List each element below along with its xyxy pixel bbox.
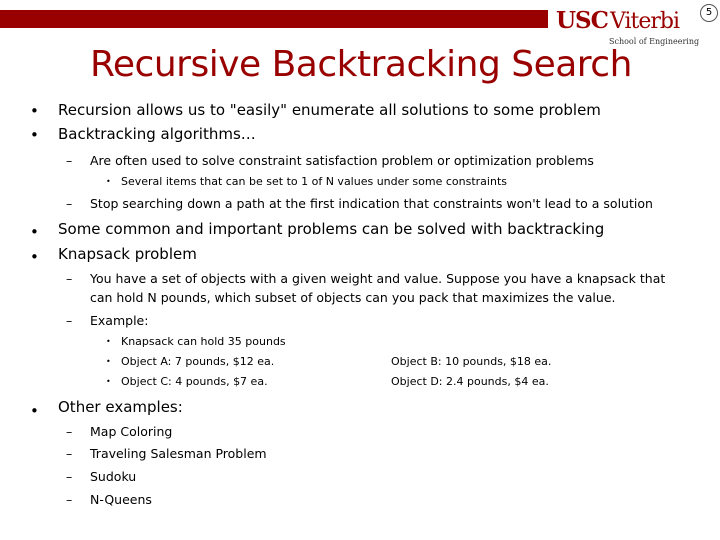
slide-title: Recursive Backtracking Search xyxy=(90,44,632,85)
bullet-common-problems: Some common and important problems can be solved with backtracking xyxy=(58,220,605,238)
other-example-item: Sudoku xyxy=(90,469,137,484)
subbullet-example: Example: xyxy=(90,313,149,328)
subbullet-marker: – xyxy=(66,492,73,507)
bullet-marker: • xyxy=(30,248,39,266)
subsubbullet-several-items: Several items that can be set to 1 of N values under some constraints xyxy=(121,175,507,188)
example-capacity: Knapsack can hold 35 pounds xyxy=(121,335,286,348)
subbullet-knapsack-desc-2: can hold N pounds, which subset of objects can you pack that maximizes the value. xyxy=(90,290,616,305)
other-example-item: N-Queens xyxy=(90,492,152,507)
subsubbullet-marker: • xyxy=(106,357,111,366)
header-bar xyxy=(0,10,548,28)
bullet-marker: • xyxy=(30,126,39,144)
bullet-other-examples: Other examples: xyxy=(58,398,183,416)
example-object-d: Object D: 2.4 pounds, $4 ea. xyxy=(391,375,549,388)
bullet-knapsack: Knapsack problem xyxy=(58,245,197,263)
subbullet-marker: – xyxy=(66,153,73,168)
subsubbullet-marker: • xyxy=(106,337,111,346)
other-example-item: Traveling Salesman Problem xyxy=(90,446,267,461)
subsubbullet-marker: • xyxy=(106,177,111,186)
bullet-recursion: Recursion allows us to "easily" enumerate all solutions to some problem xyxy=(58,101,601,119)
bullet-marker: • xyxy=(30,223,39,241)
logo-viterbi: Viterbi xyxy=(610,9,680,34)
subbullet-stop-searching: Stop searching down a path at the first indication that constraints won't lead to a solution xyxy=(90,196,653,211)
bullet-marker: • xyxy=(30,402,39,420)
example-object-b: Object B: 10 pounds, $18 ea. xyxy=(391,355,552,368)
logo-usc: USC xyxy=(556,7,608,34)
other-example-item: Map Coloring xyxy=(90,424,173,439)
usc-viterbi-logo xyxy=(556,7,700,48)
subbullet-marker: – xyxy=(66,424,73,439)
subbullet-marker: – xyxy=(66,446,73,461)
subbullet-marker: – xyxy=(66,196,73,211)
bullet-backtracking: Backtracking algorithms… xyxy=(58,125,256,143)
logo-subtitle: School of Engineering xyxy=(609,37,700,46)
bullet-marker: • xyxy=(30,102,39,120)
subbullet-marker: – xyxy=(66,313,73,328)
subbullet-marker: – xyxy=(66,271,73,286)
page-number: 5 xyxy=(700,4,718,22)
subbullet-constraint-satisfaction: Are often used to solve constraint satisfaction problem or optimization problems xyxy=(90,153,594,168)
subbullet-marker: – xyxy=(66,469,73,484)
subsubbullet-marker: • xyxy=(106,377,111,386)
example-object-a: Object A: 7 pounds, $12 ea. xyxy=(121,355,275,368)
subbullet-knapsack-desc-1: You have a set of objects with a given weight and value. Suppose you have a knapsack that xyxy=(90,271,666,286)
example-object-c: Object C: 4 pounds, $7 ea. xyxy=(121,375,268,388)
